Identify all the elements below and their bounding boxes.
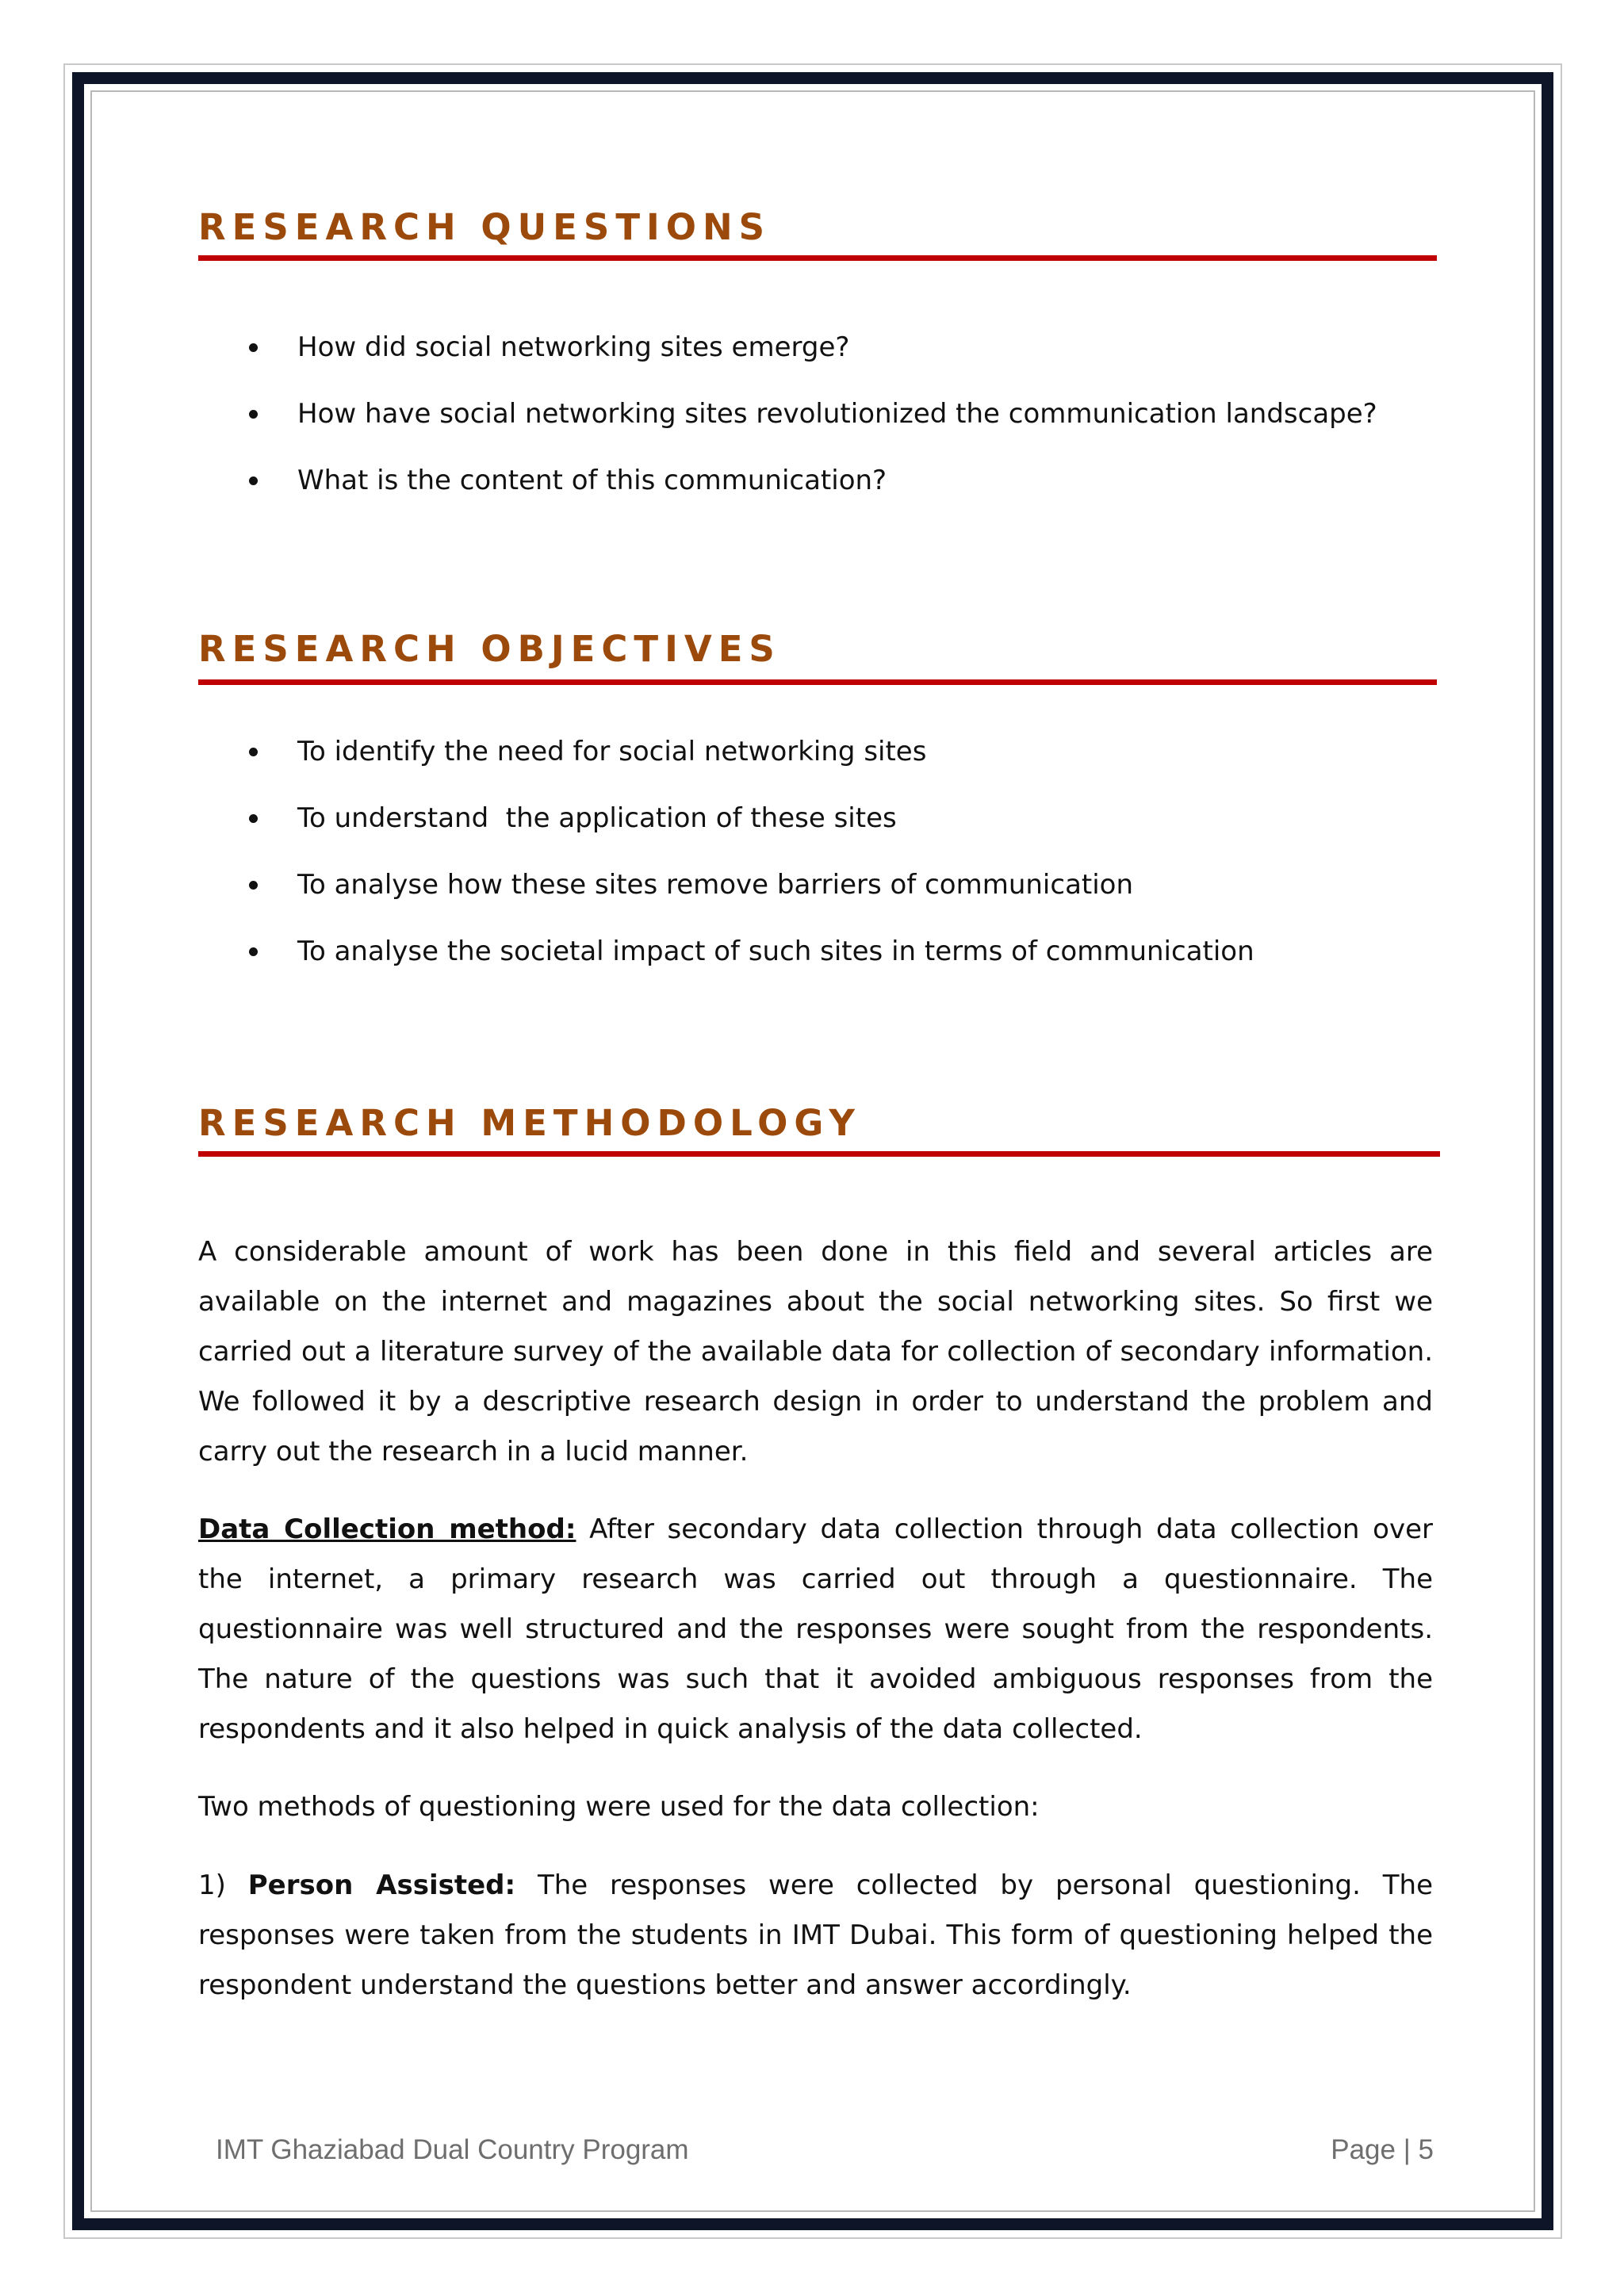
list-item: To analyse the societal impact of such sites in terms of communication — [238, 936, 1254, 1002]
list-item: To analyse how these sites remove barriers of communication — [238, 869, 1254, 936]
data-collection-label: Data Collection method: — [198, 1513, 576, 1545]
methodology-intro-paragraph: A considerable amount of work has been done in this field and several articles are available on the internet and magazines about the social networking sites. So first we carried out a literature survey of the available data for collection of secondary information. We followed it by a descriptive research design in order to understand the problem and carry out the research in a lucid manner. — [198, 1236, 1433, 1468]
research-methodology-heading: RESEARCH METHODOLOGY — [198, 1102, 861, 1144]
bullet-icon — [249, 476, 258, 485]
list-item: How did social networking sites emerge? — [238, 331, 1377, 398]
research-questions-heading: RESEARCH QUESTIONS — [198, 206, 772, 248]
research-objectives-list — [238, 736, 1254, 1002]
bullet-icon — [249, 947, 258, 956]
bullet-icon — [249, 748, 258, 756]
footer-program-name: IMT Ghaziabad Dual Country Program — [216, 2134, 689, 2165]
data-collection-text: After secondary data collection through data collection over the internet, a primary research was carried out through a questionnaire. The questionnaire was well structured and the responses were sought from the respondents. The nature of the questions was such that it avoided ambiguous responses from the respondents and it also helped in quick analysis of the data collected. — [198, 1513, 1433, 1745]
bullet-icon — [249, 881, 258, 890]
bullet-icon — [249, 410, 258, 419]
method-number: 1) — [198, 1869, 248, 1901]
person-assisted-paragraph — [198, 1861, 1433, 2011]
research-methodology-rule — [198, 1151, 1440, 1157]
research-questions-list — [238, 331, 1377, 531]
list-item: How have social networking sites revolutionized the communication landscape? — [238, 398, 1377, 465]
list-item: What is the content of this communication? — [238, 465, 1377, 531]
person-assisted-label: Person Assisted: — [247, 1869, 516, 1901]
list-item: To understand the application of these sites — [238, 802, 1254, 869]
list-item: To identify the need for social networking sites — [238, 736, 1254, 802]
two-methods-paragraph: Two methods of questioning were used for the data collection: — [198, 1791, 1040, 1823]
bullet-icon — [249, 343, 258, 352]
research-questions-rule — [198, 255, 1437, 261]
data-collection-paragraph — [198, 1505, 1433, 1755]
person-assisted-text: The responses were collected by personal questioning. The responses were taken from the students in IMT Dubai. This form of questioning helped the respondent understand the questions better and answer accordingly. — [198, 1869, 1433, 2001]
research-objectives-rule — [198, 679, 1437, 685]
bullet-icon — [249, 814, 258, 823]
footer-page-number: Page | 5 — [1331, 2134, 1434, 2165]
research-objectives-heading: RESEARCH OBJECTIVES — [198, 628, 781, 670]
